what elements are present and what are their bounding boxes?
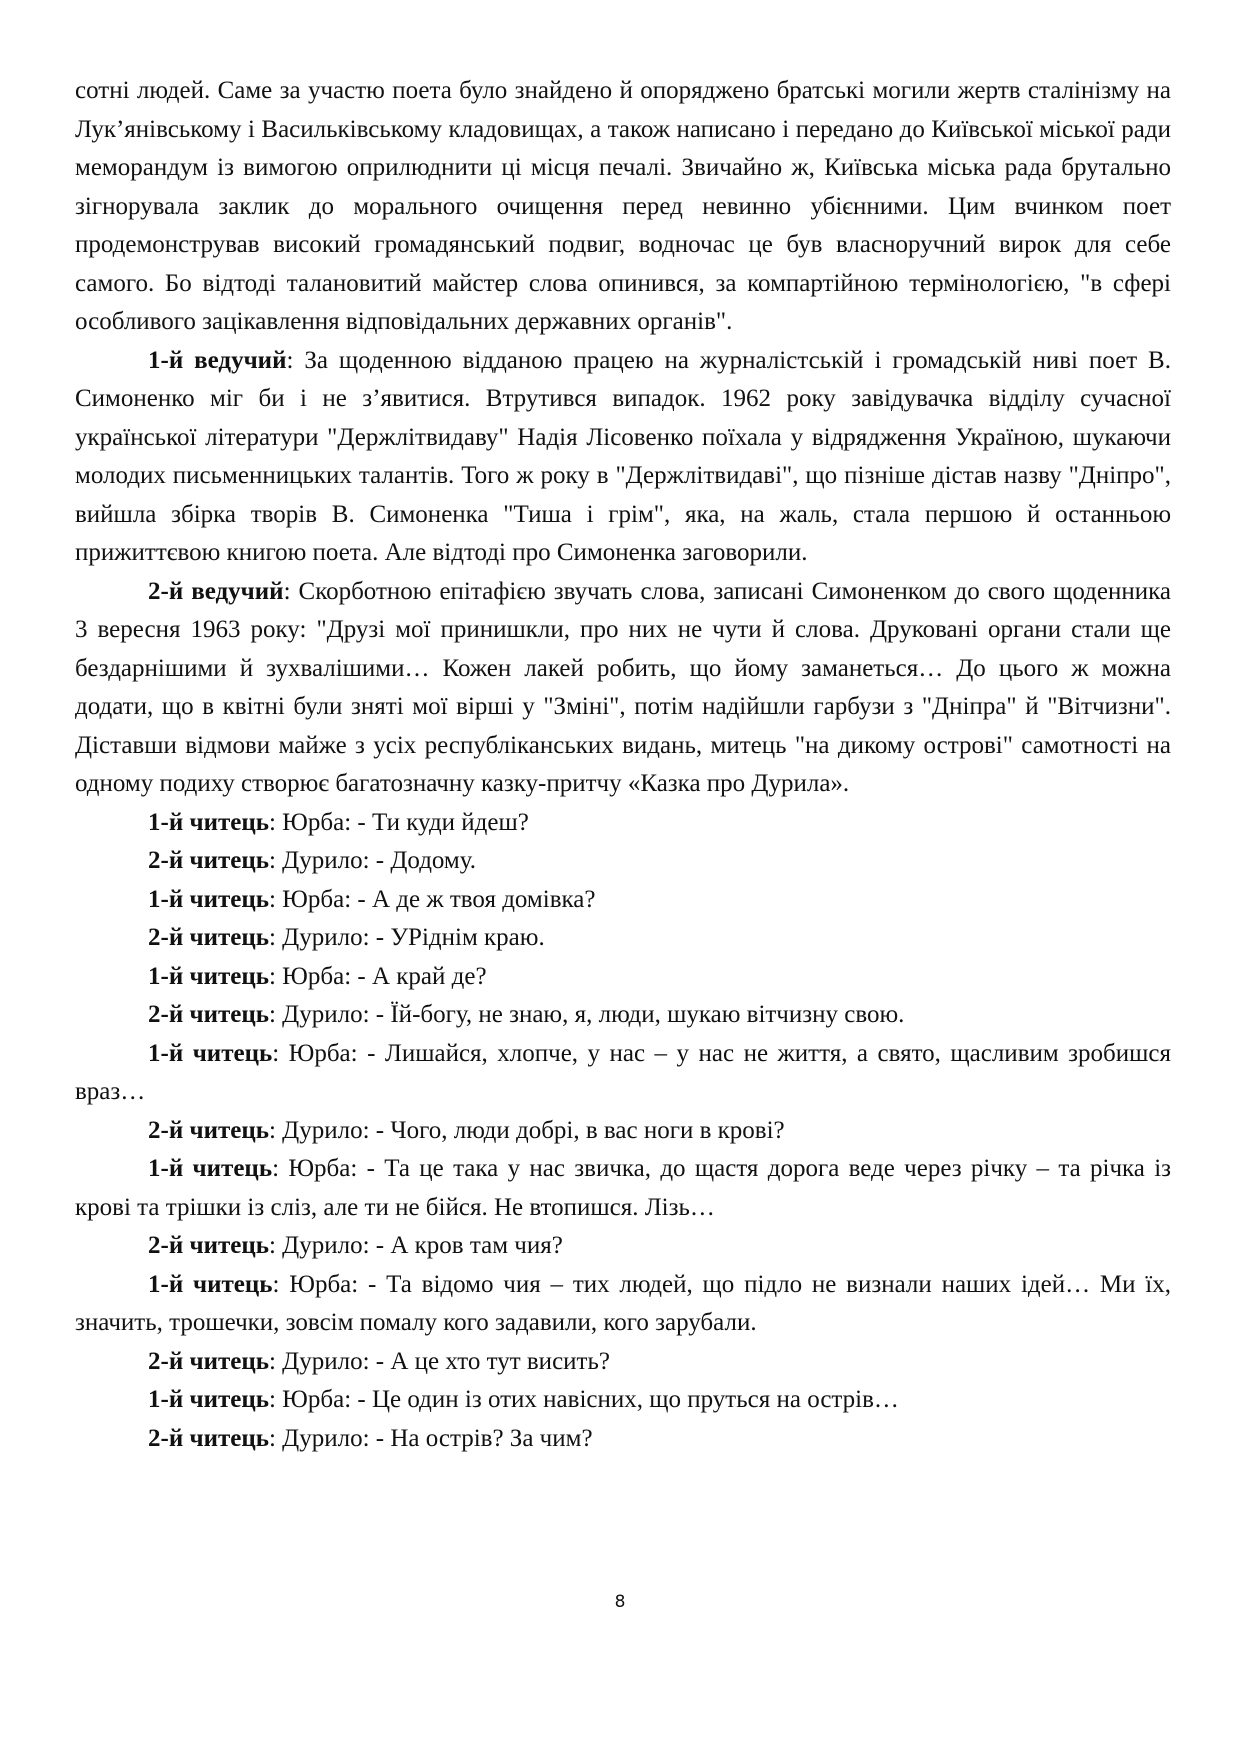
dialogue-line <box>75 804 1171 843</box>
dialogue-line <box>75 842 1171 881</box>
dialogue-text: : Юрба: - Це один із отих навісних, що пруться на острів… <box>268 1386 899 1413</box>
dialogue-text: : Дурило: - Додому. <box>268 847 477 874</box>
paragraph-host-2 <box>75 573 1171 804</box>
dialogue-line <box>75 958 1171 997</box>
dialogue-line <box>75 1112 1171 1151</box>
dialogue-text: : Юрба: - Лишайся, хлопче, у нас – у нас не життя, а свято, щасливим зробишся враз… <box>75 1039 1171 1105</box>
paragraph-text: сотні людей. Саме за участю поета було знайдено й опоряджено братські могили жертв сталінізму на Лук’янівському і Васильківському кладовищах, а також написано і передано до Київської міської ради меморандум із вимогою оприлюднити ці місця печалі. Звичайно ж, Київська міська рада брутально зігнорувала заклик до морального очищення перед невинно убієнними. Цим вчинком поет продемонстрував високий громадянський подвиг, водночас це був власноручний вирок для себе самого. Бо відтоді талановитий майстер слова опинився, за компартійною термінологією, "в сфері особливого зацікавлення відповідальних державних органів". <box>75 77 1171 335</box>
dialogue-line <box>75 1420 1171 1459</box>
dialogue-text: : Юрба: - Та це така у нас звичка, до щастя дорога веде через річку – та річка із крові та трішки із сліз, але ти не бійся. Не втопишся. Лізь… <box>75 1155 1172 1221</box>
dialogue-line <box>75 1035 1171 1112</box>
dialogue-text: : Дурило: - Чого, люди добрі, в вас ноги в крові? <box>268 1116 785 1144</box>
dialogue-text: : Юрба: - Та відомо чия – тих людей, що підло не визнали наших ідей… Ми їх, значить, трошечки, зовсім помалу кого задавили, кого зарубали. <box>75 1270 1171 1336</box>
speaker-label: 1-й читець <box>148 1039 273 1067</box>
speaker-label: 2-й ведучий <box>148 577 284 605</box>
dialogue-line <box>75 1266 1171 1343</box>
dialogue-text: : Дурило: - А це хто тут висить? <box>268 1347 610 1375</box>
dialogue-text: : Юрба: - А де ж твоя домівка? <box>268 885 596 913</box>
paragraph-host-1 <box>75 342 1171 573</box>
dialogue-line <box>75 1381 1171 1420</box>
speaker-label: 1-й читець <box>148 1155 273 1182</box>
dialogue-line <box>75 919 1171 958</box>
dialogue-line <box>75 1227 1171 1266</box>
dialogue-text: : Дурило: - Їй-богу, не знаю, я, люди, шукаю вітчизну свою. <box>268 1001 905 1028</box>
speaker-label: 1-й ведучий <box>148 346 287 374</box>
speaker-label: 1-й читець <box>148 1386 269 1413</box>
speaker-label: 2-й читець <box>148 1347 269 1375</box>
dialogue-text: : Дурило: - На острів? За чим? <box>268 1424 593 1452</box>
speaker-label: 2-й читець <box>148 1424 269 1452</box>
dialogue-line <box>75 1150 1171 1227</box>
speaker-label: 2-й читець <box>148 924 269 951</box>
dialogue-text: : Дурило: - А кров там чия? <box>268 1232 563 1259</box>
speaker-label: 2-й читець <box>148 1232 269 1259</box>
speaker-label: 2-й читець <box>148 1001 269 1028</box>
speaker-label: 2-й читець <box>148 847 269 874</box>
speaker-label: 1-й читець <box>148 808 269 836</box>
paragraph-text: : Скорботною епітафією звучать слова, записані Симоненком до свого щоденника 3 вересня 1963 року: "Друзі мої принишкли, про них не чути й слова. Друковані органи стали ще бездарнішими й зухвалішими… Кожен лакей робить, що йому заманеться… До цього ж можна додати, що в квітні були зняті мої вірші у "Зміні", потім надійшли гарбузи з "Дніпра" й "Вітчизни". Діставши відмови майже з усіх республіканських видань, митець "на дикому острові" самотності на одному подиху створює багатозначну казку-притчу «Казка про Дурила». <box>75 577 1171 797</box>
paragraph-text: : За щоденною відданою працею на журналістській і громадській ниві поет В. Симоненко міг би і не з’явитися. Втрутився випадок. 1962 року завідувачка відділу сучасної української літератури "Держлітвидаву" Надія Лісовенко поїхала у відрядження Україною, шукаючи молодих письменницьких талантів. Того ж року в "Держлітвидаві", що пізніше дістав назву "Дніпро", вийшла збірка творів В. Симоненка "Тиша і грім", яка, на жаль, стала першою й останньою прижиттєвою книгою поета. Але відтоді про Симоненка заговорили. <box>75 346 1171 566</box>
speaker-label: 1-й читець <box>148 1270 273 1298</box>
paragraph-intro <box>75 72 1171 342</box>
page-number: 8 <box>614 1592 626 1612</box>
speaker-label: 1-й читець <box>148 885 269 913</box>
dialogue-line <box>75 996 1171 1035</box>
document-body <box>75 72 1171 1458</box>
speaker-label: 2-й читець <box>148 1116 269 1144</box>
dialogue-text: : Юрба: - Ти куди йдеш? <box>268 808 529 836</box>
dialogue-line <box>75 881 1171 920</box>
dialogue-text: : Дурило: - УРіднім краю. <box>268 924 545 951</box>
dialogue-line <box>75 1343 1171 1382</box>
dialogue-text: : Юрба: - А край де? <box>268 962 487 990</box>
speaker-label: 1-й читець <box>148 962 269 990</box>
